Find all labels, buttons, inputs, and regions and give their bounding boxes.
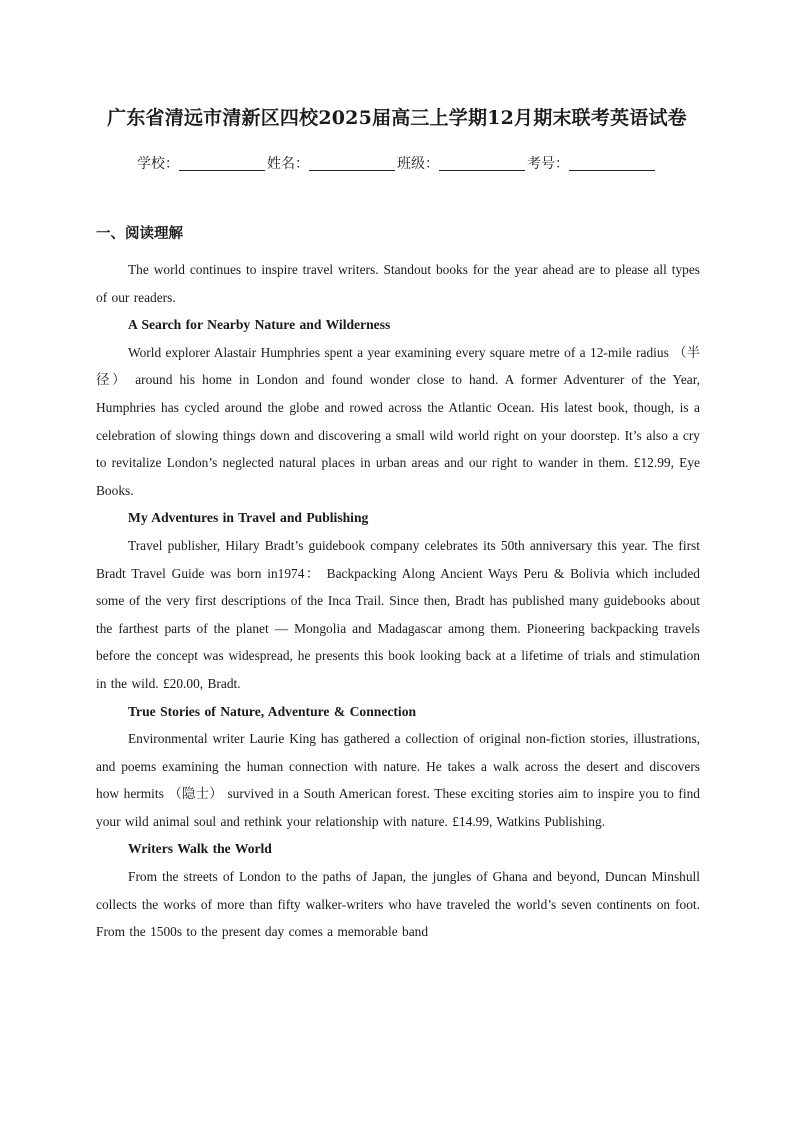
exam-number-field [527, 153, 657, 173]
book-paragraph: World explorer Alastair Humphries spent a year examining every square metre of a 12-mile radius （半径） around his home in London and found wonder close to hand. A former Adventurer of the Year, Humphries has cycled around the globe and rowed across the Atlantic Ocean. His latest book, though, is a celebration of slowing things down and discovering a small wild world right on your doorstep. It’s also a cry to revitalize London’s neglected natural places in urban areas and our right to wander in them. £12.99, Eye Books. [96, 344, 700, 498]
book-heading: True Stories of Nature, Adventure & Connection [128, 703, 417, 719]
book-heading: A Search for Nearby Nature and Wilderness [128, 317, 391, 333]
school-blank[interactable] [179, 156, 265, 171]
name-label: 姓名： [267, 156, 309, 172]
class-blank[interactable] [439, 156, 525, 171]
section-heading: 一、阅读理解 [96, 226, 183, 242]
name-field [267, 153, 397, 173]
book-paragraph: From the streets of London to the paths of Japan, the jungles of Ghana and beyond, Duncan Minshull collects the works of more than fifty walker-writers who have traveled the world’s seven continents on foot. From the 1500s to the present day comes a memorable band [96, 869, 700, 940]
student-info-line [0, 153, 794, 173]
school-field [137, 153, 267, 173]
book-heading: My Adventures in Travel and Publishing [128, 510, 369, 526]
page-title: 广东省清远市清新区四校2025届高三上学期12月期末联考英语试卷 [107, 107, 687, 129]
book-heading: Writers Walk the World [128, 841, 272, 857]
reading-passage [96, 256, 700, 946]
exam-number-label: 考号： [527, 156, 569, 172]
intro-paragraph: The world continues to inspire travel writers. Standout books for the year ahead are to please all types of our readers. [96, 262, 700, 305]
school-label: 学校： [137, 156, 179, 172]
book-paragraph: Environmental writer Laurie King has gathered a collection of original non-fiction stories, illustrations, and poems examining the human connection with nature. He takes a walk across the desert and discovers how hermits （隐士） survived in a South American forest. These exciting stories aim to inspire you to find your wild animal soul and rethink your relationship with nature. £14.99, Watkins Publishing. [96, 731, 700, 829]
name-blank[interactable] [309, 156, 395, 171]
book-paragraph: Travel publisher, Hilary Bradt’s guidebook company celebrates its 50th anniversary this year. The first Bradt Travel Guide was born in1974： Backpacking Along Ancient Ways Peru & Bolivia which included some of the very first descriptions of the Inca Trail. Since then, Bradt has published many guidebooks about the farthest parts of the planet — Mongolia and Madagascar among them. Pioneering backpacking travels before the concept was widespread, he presents this book looking back at a lifetime of trials and stimulation in the wild. £20.00, Bradt. [96, 537, 700, 691]
class-field [397, 153, 527, 173]
class-label: 班级： [397, 156, 439, 172]
exam-number-blank[interactable] [569, 156, 655, 171]
